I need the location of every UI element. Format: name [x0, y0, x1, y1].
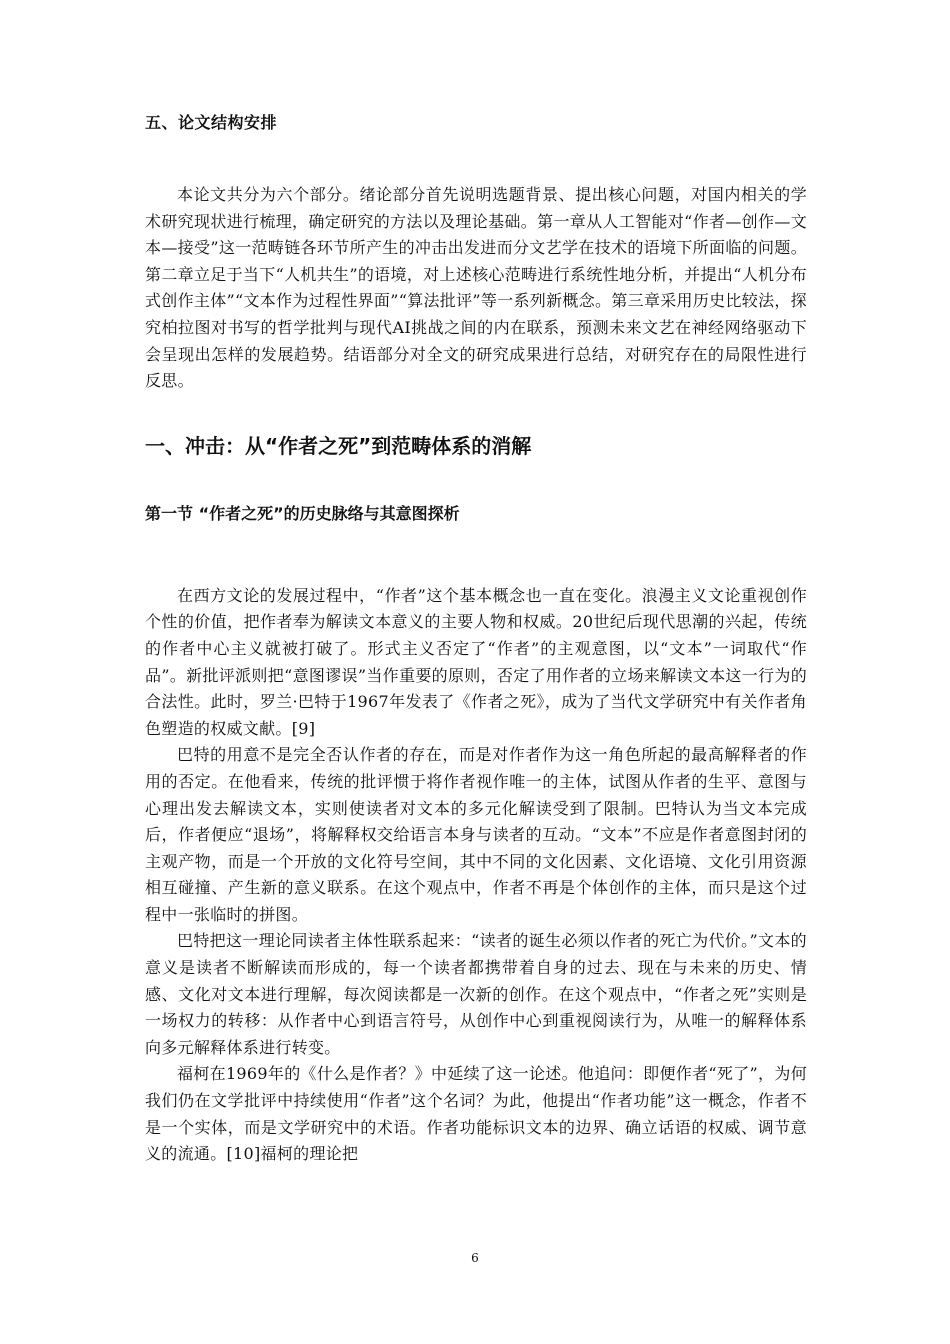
structure-paragraph: 本论文共分为六个部分。绪论部分首先说明选题背景、提出核心问题，对国内相关的学术研究现状进行梳理，确定研究的方法以及理论基础。第一章从人工智能对“作者—创作—文本—接受”这一范畴链各环节所产生的冲击出发进而分文艺学在技术的语境下所面临的问题。第二章立足于当下“人机共生”的语境，对上述核心范畴进行系统性地分析，并提出“人机分布式创作主体”“文本作为过程性界面”“算法批评”等一系列新概念。第三章采用历史比较法，探究柏拉图对书写的哲学批判与现代AI挑战之间的内在联系，预测未来文艺在神经网络驱动下会呈现出怎样的发展趋势。结语部分对全文的研究成果进行总结，对研究存在的局限性进行反思。: [145, 185, 807, 391]
page-number: 6: [471, 1251, 479, 1265]
chapter-heading: 一、冲击：从“作者之死”到范畴体系的消解: [145, 433, 532, 458]
body-paragraph: 巴特的用意不是完全否认作者的存在，而是对作者作为这一角色所起的最高解释者的作用的否定。在他看来，传统的批评惯于将作者视作唯一的主体，试图从作者的生平、意图与心理出发去解读文本，实则使读者对文本的多元化解读受到了限制。巴特认为当文本完成后，作者便应“退场”，将解释权交给语言本身与读者的互动。“文本”不应是作者意图封闭的主观产物，而是一个开放的文化符号空间，其中不同的文化因素、文化语境、文化引用资源相互碰撞、产生新的意义联系。在这个观点中，作者不再是个体创作的主体，而只是这个过程中一张临时的拼图。: [145, 745, 807, 924]
section-heading: 五、论文结构安排: [145, 113, 278, 132]
page-content: [145, 110, 807, 1168]
subsection-heading: 第一节 “作者之死”的历史脉络与其意图探析: [145, 503, 460, 523]
body-paragraph: 在西方文论的发展过程中，“作者”这个基本概念也一直在变化。浪漫主义文论重视创作个性的价值，把作者奉为解读文本意义的主要人物和权威。20世纪后现代思潮的兴起，传统的作者中心主义就被打破了。形式主义否定了“作者”的主观意图，以“文本”一词取代“作品”。新批评派则把“意图谬误”当作重要的原则，否定了用作者的立场来解读文本这一行为的合法性。此时，罗兰·巴特于1967年发表了《作者之死》，成为了当代文学研究中有关作者角色塑造的权威文献。[9]: [145, 585, 807, 738]
body-paragraph: 巴特把这一理论同读者主体性联系起来：“读者的诞生必须以作者的死亡为代价。”文本的意义是读者不断解读而形成的，每一个读者都携带着自身的过去、现在与未来的历史、情感、文化对文本进行理解，每次阅读都是一次新的创作。在这个观点中，“作者之死”实则是一场权力的转移：从作者中心到语言符号，从创作中心到重视阅读行为，从唯一的解释体系向多元解释体系进行转变。: [145, 931, 807, 1057]
body-paragraph: 福柯在1969年的《什么是作者？》中延续了这一论述。他追问：即便作者“死了”，为何我们仍在文学批评中持续使用“作者”这个名词？为此，他提出“作者功能”这一概念，作者不是一个实体，而是文学研究中的术语。作者功能标识文本的边界、确立话语的权威、调节意义的流通。[10]福柯的理论把: [145, 1064, 807, 1164]
